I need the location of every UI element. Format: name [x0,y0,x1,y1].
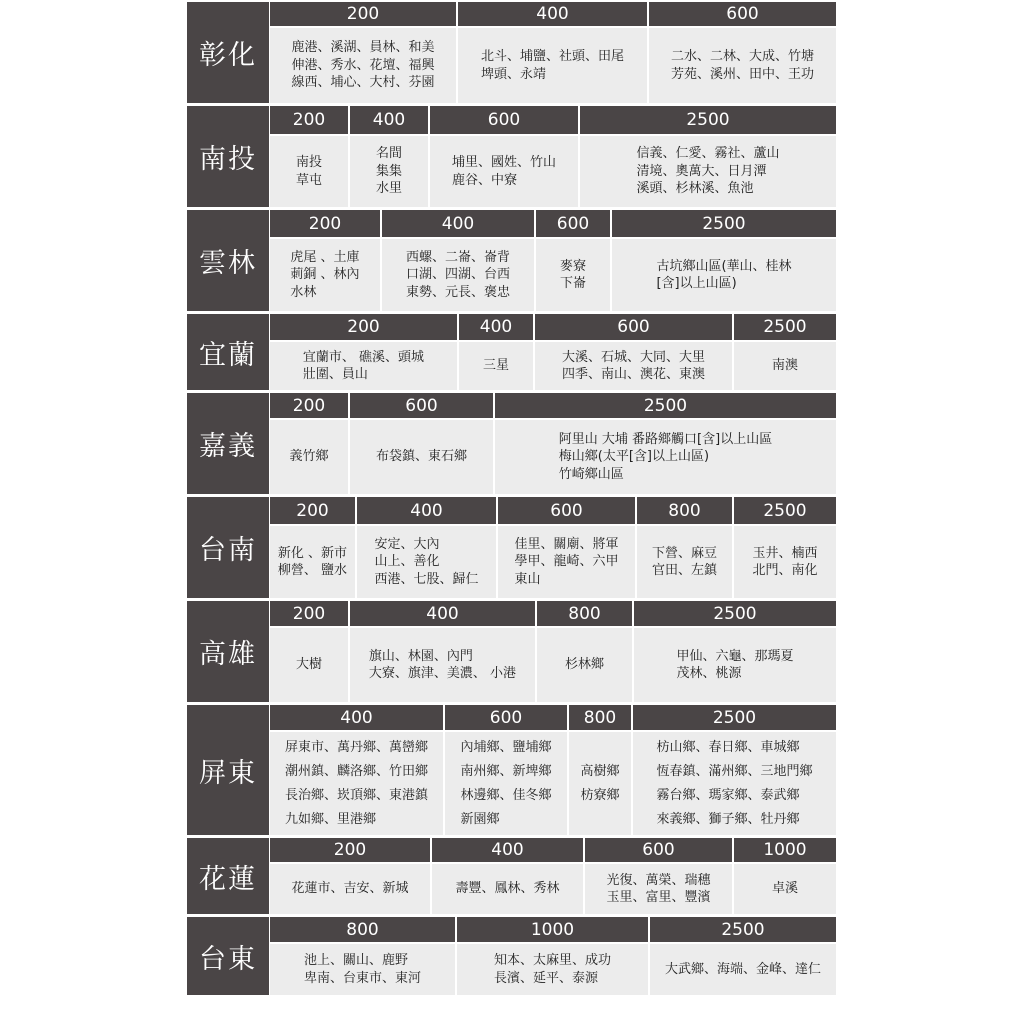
district-cell [535,342,732,390]
district-cell [495,420,836,494]
fee-column [269,497,356,598]
district-cell [270,420,348,494]
fee-column [458,314,534,390]
region-row [187,393,837,494]
district-list: 西螺、二崙、崙背 口湖、四湖、台西 東勢、元長、褒忠 [405,249,510,300]
region-name: 屏東 [187,705,269,835]
fee-amount-header: 2500 [633,705,836,730]
fee-column [444,705,568,835]
fee-amount-header: 600 [585,838,732,862]
district-cell [432,864,583,914]
district-list: 壽豐、鳳林、秀林 [455,881,560,897]
district-list: 布袋鎮、東石鄉 [375,449,467,465]
fee-column [429,106,579,207]
fee-column [349,393,494,494]
fee-amount-header: 800 [637,497,732,524]
fee-column [356,497,497,598]
district-cell [457,944,648,995]
district-list: 北斗、埔鹽、社頭、田尾 埤頭、永靖 [480,49,624,82]
district-cell [350,136,428,207]
fee-amount-header: 400 [432,838,583,862]
region-name: 彰化 [187,2,269,103]
fee-amount-header: 2500 [495,393,836,418]
district-cell [734,864,836,914]
fee-column [494,393,837,494]
district-cell [270,239,380,311]
fee-column [536,601,633,702]
fee-columns [269,705,837,835]
fee-column [269,917,456,995]
fee-amount-header: 600 [430,106,578,134]
district-cell [634,628,836,702]
shipping-fee-table [187,2,837,998]
district-list: 大樹 [295,657,322,673]
region-name: 台東 [187,917,269,995]
district-list: 佳里、關廟、將軍 學甲、龍崎、六甲 東山 [514,536,619,587]
fee-column [584,838,733,914]
fee-columns [269,917,837,995]
fee-columns [269,393,837,494]
region-name: 南投 [187,106,269,207]
fee-amount-header: 400 [350,106,428,134]
fee-column [632,705,837,835]
fee-amount-header: 400 [382,210,534,237]
fee-columns [269,314,837,390]
district-list: 大武鄉、海端、金峰、達仁 [664,961,821,977]
fee-columns [269,601,837,702]
fee-column [636,497,733,598]
district-list: 南投 草屯 [295,155,322,188]
region-name: 嘉義 [187,393,269,494]
district-cell [382,239,534,311]
fee-amount-header: 800 [569,705,631,730]
district-cell [430,136,578,207]
region-row [187,210,837,311]
district-list: 內埔鄉、鹽埔鄉 南州鄉、新埤鄉 林邊鄉、佳冬鄉 新園鄉 [460,739,552,827]
district-list: 埔里、國姓、竹山 鹿谷、中寮 [451,155,556,188]
fee-amount-header: 200 [270,106,348,134]
fee-amount-header: 2500 [612,210,836,237]
district-cell [580,136,836,207]
district-cell [650,944,836,995]
fee-column [269,705,444,835]
region-row [187,497,837,598]
district-list: 宜蘭市、 礁溪、頭城 壯圍、員山 [302,349,425,382]
fee-column [349,601,536,702]
fee-amount-header: 200 [270,601,348,626]
fee-columns [269,106,837,207]
region-name: 台南 [187,497,269,598]
district-list: 甲仙、六龜、那瑪夏 茂林、桃源 [676,648,794,681]
fee-column [535,210,611,311]
district-cell [270,732,443,835]
fee-amount-header: 600 [350,393,493,418]
district-cell [569,732,631,835]
district-cell [537,628,632,702]
district-cell [649,28,836,103]
region-row [187,601,837,702]
district-cell [270,136,348,207]
fee-column [269,393,349,494]
district-list: 阿里山 大埔 番路鄉觸口[含]以上山區 梅山鄉(太平[含]以上山區) 竹崎鄉山區 [558,431,773,482]
fee-column [497,497,636,598]
fee-columns [269,838,837,914]
fee-column [269,601,349,702]
fee-amount-header: 600 [536,210,610,237]
district-list: 花蓮市、吉安、新城 [291,881,409,897]
district-list: 鹿港、溪湖、員林、和美 伸港、秀水、花壇、福興 線西、埔心、大村、芬園 [291,40,435,91]
fee-column [568,705,632,835]
district-cell [458,28,647,103]
district-list: 虎尾 、土庫 莿銅 、林內 水林 [290,249,360,300]
fee-amount-header: 200 [270,314,457,340]
fee-column [457,2,648,103]
district-list: 名間 集集 水里 [375,146,402,197]
fee-amount-header: 200 [270,2,456,26]
fee-amount-header: 200 [270,393,348,418]
district-list: 南澳 [771,358,798,374]
fee-amount-header: 400 [357,497,496,524]
fee-column [269,314,458,390]
district-list: 三星 [482,358,509,374]
fee-column [611,210,837,311]
fee-amount-header: 600 [649,2,836,26]
fee-amount-header: 400 [270,705,443,730]
district-cell [270,864,430,914]
region-row [187,705,837,835]
region-name: 宜蘭 [187,314,269,390]
fee-amount-header: 400 [458,2,647,26]
district-cell [633,732,836,835]
region-name: 雲林 [187,210,269,311]
district-list: 大溪、石城、大同、大里 四季、南山、澳花、東澳 [561,349,705,382]
fee-column [269,2,457,103]
district-list: 卓溪 [771,881,798,897]
district-list: 麥寮 下崙 [559,258,586,291]
district-list: 杉林鄉 [564,657,604,673]
fee-column [649,917,837,995]
district-list: 旗山、林園、內門 大寮、旗津、美濃、 小港 [368,648,517,681]
fee-amount-header: 200 [270,210,380,237]
district-list: 古坑鄉山區(華山、桂林 [含]以上山區) [656,258,792,291]
district-list: 屏東市、萬丹鄉、萬巒鄉 潮州鎮、麟洛鄉、竹田鄉 長治鄉、崁頂鄉、東港鎮 九如鄉、里港鄉 [284,739,428,827]
fee-amount-header: 600 [498,497,635,524]
fee-amount-header: 2500 [734,497,836,524]
district-cell [734,342,836,390]
district-cell [498,526,635,598]
district-cell [585,864,732,914]
fee-amount-header: 2500 [634,601,836,626]
district-list: 二水、二林、大成、竹塘 芳苑、溪州、田中、王功 [670,49,814,82]
region-row [187,314,837,390]
fee-column [349,106,429,207]
fee-column [648,2,837,103]
fee-amount-header: 1000 [457,917,648,942]
district-cell [270,944,455,995]
district-cell [270,342,457,390]
fee-amount-header: 800 [270,917,455,942]
fee-column [733,497,837,598]
fee-amount-header: 800 [537,601,632,626]
fee-amount-header: 1000 [734,838,836,862]
district-cell [612,239,836,311]
district-cell [734,526,836,598]
fee-column [456,917,649,995]
district-list: 玉井、楠西 北門、南化 [752,545,818,578]
fee-columns [269,210,837,311]
fee-column [733,314,837,390]
region-row [187,838,837,914]
region-name: 高雄 [187,601,269,702]
district-cell [536,239,610,311]
fee-amount-header: 200 [270,838,430,862]
district-list: 安定、大內 山上、善化 西港、七股、歸仁 [374,536,479,587]
fee-column [269,210,381,311]
district-list: 池上、關山、鹿野 卑南、台東市、東河 [303,953,421,986]
district-cell [350,628,535,702]
fee-amount-header: 2500 [580,106,836,134]
district-list: 下營、麻豆 官田、左鎮 [651,545,717,578]
district-cell [270,28,456,103]
fee-amount-header: 600 [535,314,732,340]
fee-column [431,838,584,914]
fee-amount-header: 400 [459,314,533,340]
district-cell [270,628,348,702]
district-list: 義竹鄉 [289,449,329,465]
fee-column [269,838,431,914]
fee-column [381,210,535,311]
fee-columns [269,2,837,103]
fee-column [269,106,349,207]
region-row [187,917,837,995]
district-cell [445,732,567,835]
district-list: 光復、萬榮、瑞穗 玉里、富里、豐濱 [606,872,711,905]
fee-amount-header: 2500 [734,314,836,340]
district-list: 新化 、新市 柳營、 鹽水 [277,545,348,578]
fee-column [633,601,837,702]
district-list: 知本、太麻里、成功 長濱、延平、泰源 [493,953,611,986]
district-cell [270,526,355,598]
fee-amount-header: 400 [350,601,535,626]
district-cell [459,342,533,390]
fee-column [733,838,837,914]
fee-columns [269,497,837,598]
district-cell [357,526,496,598]
region-row [187,2,837,103]
fee-amount-header: 200 [270,497,355,524]
district-cell [637,526,732,598]
district-list: 枋山鄉、春日鄉、車城鄉 恆春鎮、滿州鄉、三地門鄉 霧台鄉、瑪家鄉、泰武鄉 來義鄉、獅子鄉、牡丹鄉 [656,739,813,827]
district-cell [350,420,493,494]
fee-amount-header: 600 [445,705,567,730]
region-name: 花蓮 [187,838,269,914]
district-list: 高樹鄉 枋寮鄉 [580,763,620,803]
region-row [187,106,837,207]
fee-column [534,314,733,390]
fee-column [579,106,837,207]
fee-amount-header: 2500 [650,917,836,942]
district-list: 信義、仁愛、霧社、蘆山 清境、奧萬大、日月潭 溪頭、杉林溪、魚池 [636,146,780,197]
